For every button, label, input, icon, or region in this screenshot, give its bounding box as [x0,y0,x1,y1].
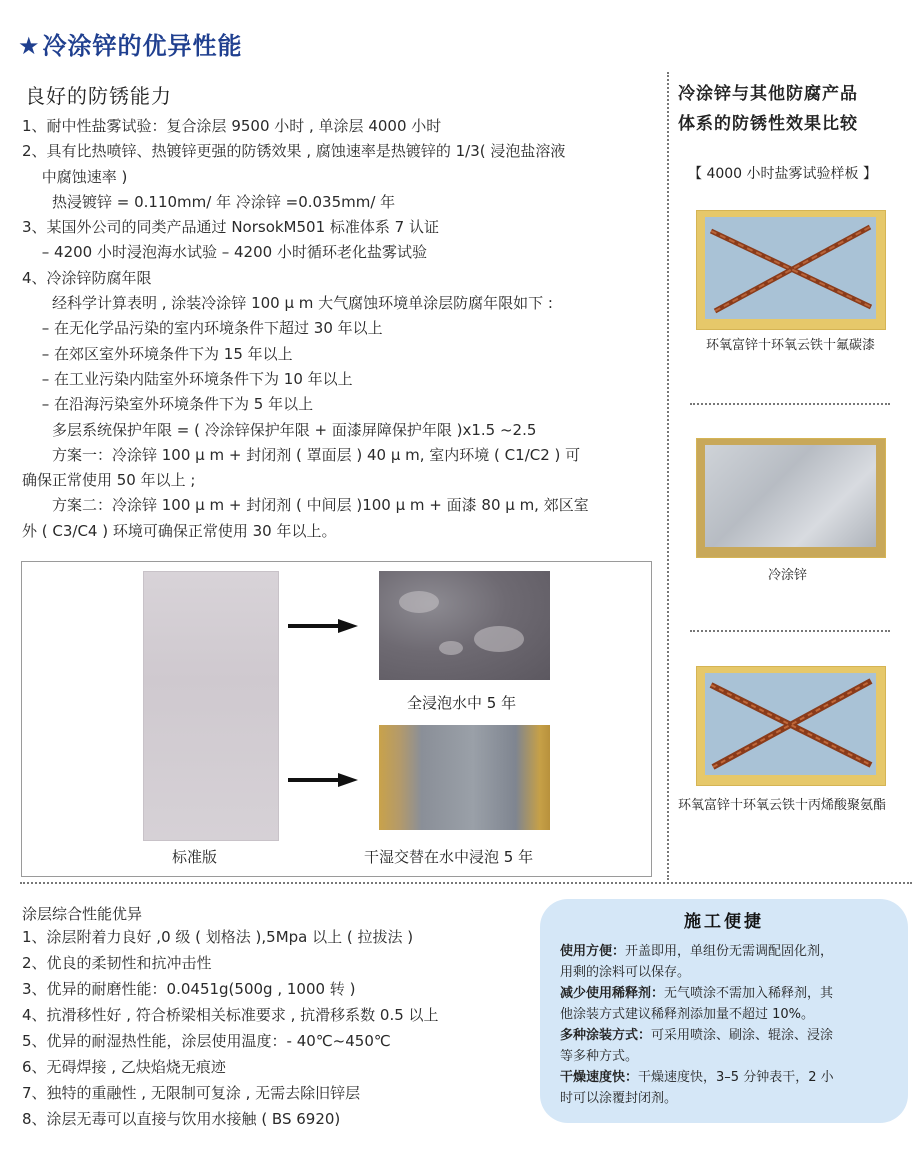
callout-body [560,941,896,1109]
list-item: 2、优良的柔韧性和抗冲击性 [22,954,212,972]
callout-line: 他涂装方式建议稀释剂添加量不超过 10%。 [560,1007,815,1022]
list-item: 5、优异的耐湿热性能，涂层使用温度：- 40℃~450℃ [22,1032,391,1050]
text-line: 方案一：冷涂锌 100 μ m + 封闭剂 ( 罩面层 ) 40 μ m, 室内环境 ( C1/C2 ) 可 [22,445,581,464]
text-line: 经科学计算表明 , 涂装冷涂锌 100 μ m 大气腐蚀环境单涂层防腐年限如下 : [22,294,553,313]
text-line: – 在无化学品污染的室内环境条件下超过 30 年以上 [22,319,383,338]
standard-panel-image [143,571,279,841]
immersion-panel-image [379,571,550,680]
scratch-x-mark [705,217,876,319]
text-line: 2、具有比热喷锌、热镀锌更强的防锈效果 , 腐蚀速率是热镀锌的 1/3( 浸泡盐溶液 [22,142,566,161]
comparison-title: 冷涂锌与其他防腐产品 体系的防锈性效果比较 [678,84,858,134]
easy-application-callout [540,899,908,1123]
text-line: 热浸镀锌 = 0.110mm/ 年 冷涂锌 =0.035mm/ 年 [22,192,396,211]
performance-list [22,924,542,1132]
sample-plate-acrylic [696,666,886,786]
sample-plate-fluorocarbon [696,210,886,330]
callout-title: 施工便捷 [684,912,764,932]
text-line: 3、某国外公司的同类产品通过 NorsokM501 标准体系 7 认证 [22,218,439,237]
section-title-performance: 涂层综合性能优异 [22,905,143,923]
wetdry-caption: 干湿交替在水中浸泡 5 年 [364,848,534,866]
photo-comparison-box [21,561,652,877]
section-title-rust: 良好的防锈能力 [25,84,172,108]
sample-caption: 环氧富锌十环氧云铁十氟碳漆 [706,338,876,353]
rust-body [22,114,662,544]
arrow-right-icon [288,619,358,633]
wetdry-panel-image [379,725,550,830]
text-line: 确保正常使用 50 年以上 ; [22,471,196,490]
callout-line: 干燥速度快：干燥速度快，3–5 分钟表干，2 小 [560,1070,834,1085]
text-line: 多层系统保护年限 = ( 冷涂锌保护年限 + 面漆屏障保护年限 )x1.5 ~2.5 [22,420,537,439]
callout-line: 时可以涂覆封闭剂。 [560,1091,678,1106]
list-item: 1、涂层附着力良好 ,0 级 ( 划格法 ),5Mpa 以上 ( 拉拔法 ) [22,928,414,946]
dotted-divider [690,403,890,405]
callout-line: 多种涂装方式：可采用喷涂、刷涂、辊涂、浸涂 [560,1028,834,1043]
callout-line: 等多种方式。 [560,1049,639,1064]
star-icon: ★ [18,32,41,60]
list-item: 6、无碍焊接 , 乙炔焰烧无痕迹 [22,1058,226,1076]
text-line: – 在沿海污染室外环境条件下为 5 年以上 [22,395,314,414]
text-line: – 在郊区室外环境条件下为 15 年以上 [22,344,293,363]
list-item: 4、抗滑移性好 , 符合桥梁相关标准要求 , 抗滑移系数 0.5 以上 [22,1006,439,1024]
vertical-divider [667,72,669,880]
sample-plate-cold-zinc [696,438,886,558]
sample-caption: 冷涂锌 [768,568,808,583]
page-title: ★冷涂锌的优异性能 [18,32,243,60]
standard-panel-caption: 标准版 [172,848,218,866]
dotted-divider [690,630,890,632]
immersion-caption: 全浸泡水中 5 年 [407,694,517,712]
callout-line: 减少使用稀释剂：无气喷涂不需加入稀释剂，其 [560,986,834,1001]
text-line: – 4200 小时浸泡海水试验 – 4200 小时循环老化盐雾试验 [22,243,427,262]
scratch-x-mark [705,673,876,775]
text-line: 外 ( C3/C4 ) 环境可确保正常使用 30 年以上。 [22,521,337,540]
list-item: 3、优异的耐磨性能：0.0451g(500g , 1000 转 ) [22,980,356,998]
text-line: 方案二：冷涂锌 100 μ m + 封闭剂 ( 中间层 )100 μ m + 面漆 80 μ m, 郊区室 [22,496,589,515]
text-line: 4、冷涂锌防腐年限 [22,268,152,287]
callout-line: 用剩的涂料可以保存。 [560,965,691,980]
text-line: 1、耐中性盐雾试验：复合涂层 9500 小时 , 单涂层 4000 小时 [22,117,442,135]
arrow-right-icon [288,773,358,787]
text-line: 中腐蚀速率 ) [22,167,128,186]
sample-caption: 环氧富锌十环氧云铁十丙烯酸聚氨酯 [678,798,887,813]
text-line: – 在工业污染内陆室外环境条件下为 10 年以上 [22,369,353,388]
list-item: 7、独特的重融性 , 无限制可复涂 , 无需去除旧锌层 [22,1084,361,1102]
list-item: 8、涂层无毒可以直接与饮用水接触 ( BS 6920) [22,1110,341,1128]
callout-line: 使用方便：开盖即用，单组份无需调配固化剂， [560,944,834,959]
comparison-subtitle: 【 4000 小时盐雾试验样板 】 [688,166,877,182]
horizontal-divider [20,882,912,884]
